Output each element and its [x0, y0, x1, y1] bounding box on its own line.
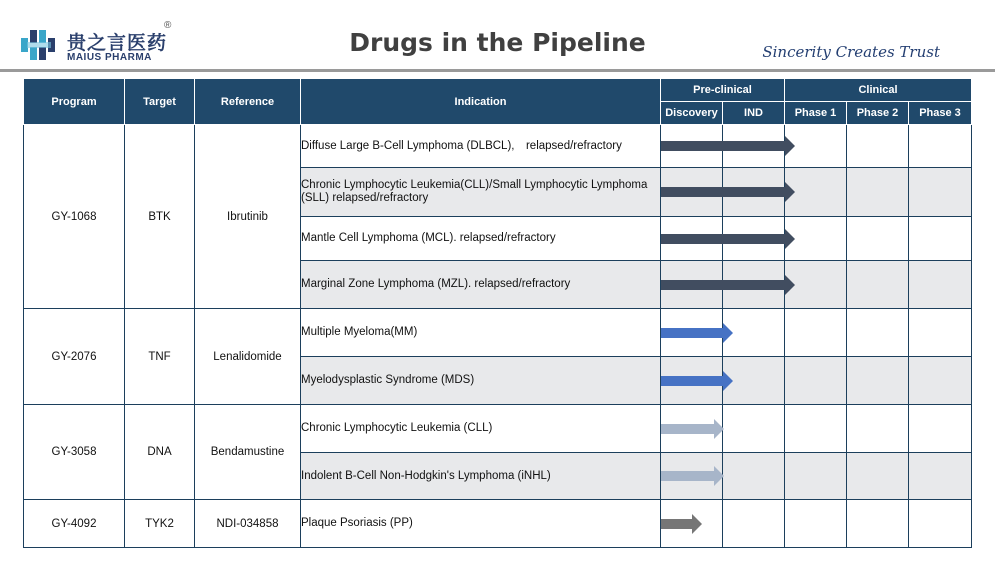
target-cell: TYK2 [125, 500, 195, 548]
stage-ind [723, 500, 785, 548]
header-phase-1: Phase 1 [785, 102, 847, 125]
progress-arrow [661, 141, 785, 151]
stage-discovery [661, 357, 723, 405]
indication-cell: Mantle Cell Lymphoma (MCL). relapsed/refractory [301, 217, 661, 261]
header-row-1 [24, 79, 972, 102]
reference-cell: Bendamustine [195, 405, 301, 500]
table-row [24, 309, 972, 357]
stage-phase-3 [909, 405, 972, 453]
program-cell: GY-2076 [24, 309, 125, 405]
stage-discovery [661, 500, 723, 548]
logo-chinese-name: 贵之言医药 [67, 32, 168, 54]
stage-phase-1 [785, 453, 847, 500]
indication-cell: Diffuse Large B-Cell Lymphoma (DLBCL), relapsed/refractory [301, 125, 661, 168]
indication-cell: Chronic Lymphocytic Leukemia (CLL) [301, 405, 661, 453]
header-clinical: Clinical [785, 79, 972, 102]
progress-arrow [661, 376, 723, 386]
header-indication: Indication [301, 79, 661, 125]
stage-phase-1 [785, 405, 847, 453]
slogan: Sincerity Creates Trust [762, 43, 940, 61]
stage-discovery [661, 217, 723, 261]
target-cell: DNA [125, 405, 195, 500]
stage-discovery [661, 125, 723, 168]
indication-cell: Marginal Zone Lymphoma (MZL). relapsed/refractory [301, 261, 661, 309]
stage-phase-1 [785, 309, 847, 357]
stage-ind [723, 405, 785, 453]
indication-cell: Myelodysplastic Syndrome (MDS) [301, 357, 661, 405]
progress-arrow [661, 280, 785, 290]
program-cell: GY-4092 [24, 500, 125, 548]
stage-discovery [661, 261, 723, 309]
header-divider [0, 69, 995, 72]
reference-cell: Lenalidomide [195, 309, 301, 405]
pipeline-table [23, 78, 972, 548]
progress-arrow [661, 424, 714, 434]
registered-mark: ® [164, 20, 172, 31]
page-title: Drugs in the Pipeline [349, 28, 646, 57]
header-discovery: Discovery [661, 102, 723, 125]
stage-phase-2 [847, 125, 909, 168]
header-ind: IND [723, 102, 785, 125]
stage-phase-3 [909, 500, 972, 548]
stage-phase-2 [847, 309, 909, 357]
stage-phase-2 [847, 217, 909, 261]
header-program: Program [24, 79, 125, 125]
progress-arrow [661, 187, 785, 197]
stage-phase-3 [909, 217, 972, 261]
stage-phase-3 [909, 261, 972, 309]
target-cell: TNF [125, 309, 195, 405]
stage-phase-3 [909, 309, 972, 357]
stage-phase-2 [847, 405, 909, 453]
indication-cell: Plaque Psoriasis (PP) [301, 500, 661, 548]
stage-discovery [661, 453, 723, 500]
stage-discovery [661, 309, 723, 357]
stage-phase-3 [909, 357, 972, 405]
stage-phase-2 [847, 261, 909, 309]
header-phase-2: Phase 2 [847, 102, 909, 125]
stage-phase-2 [847, 168, 909, 217]
reference-cell: NDI-034858 [195, 500, 301, 548]
stage-discovery [661, 405, 723, 453]
stage-ind [723, 453, 785, 500]
progress-arrow [661, 328, 723, 338]
indication-cell: Chronic Lymphocytic Leukemia(CLL)/Small Lymphocytic Lymphoma (SLL) relapsed/refractory [301, 168, 661, 217]
indication-cell: Multiple Myeloma(MM) [301, 309, 661, 357]
header-reference: Reference [195, 79, 301, 125]
stage-phase-3 [909, 453, 972, 500]
progress-arrow [661, 234, 785, 244]
target-cell: BTK [125, 125, 195, 309]
stage-phase-2 [847, 453, 909, 500]
stage-phase-3 [909, 168, 972, 217]
stage-phase-1 [785, 500, 847, 548]
header-phase-3: Phase 3 [909, 102, 972, 125]
progress-arrow [661, 519, 692, 529]
stage-phase-2 [847, 500, 909, 548]
header-preclinical: Pre-clinical [661, 79, 785, 102]
program-cell: GY-1068 [24, 125, 125, 309]
table-row [24, 500, 972, 548]
program-cell: GY-3058 [24, 405, 125, 500]
progress-arrow [661, 471, 714, 481]
table-row [24, 405, 972, 453]
stage-phase-2 [847, 357, 909, 405]
stage-phase-3 [909, 125, 972, 168]
table-row [24, 125, 972, 168]
indication-cell: Indolent B-Cell Non-Hodgkin's Lymphoma (iNHL) [301, 453, 661, 500]
logo-english-name: MAIUS PHARMA [67, 52, 152, 63]
header-target: Target [125, 79, 195, 125]
reference-cell: Ibrutinib [195, 125, 301, 309]
stage-discovery [661, 168, 723, 217]
stage-phase-1 [785, 357, 847, 405]
